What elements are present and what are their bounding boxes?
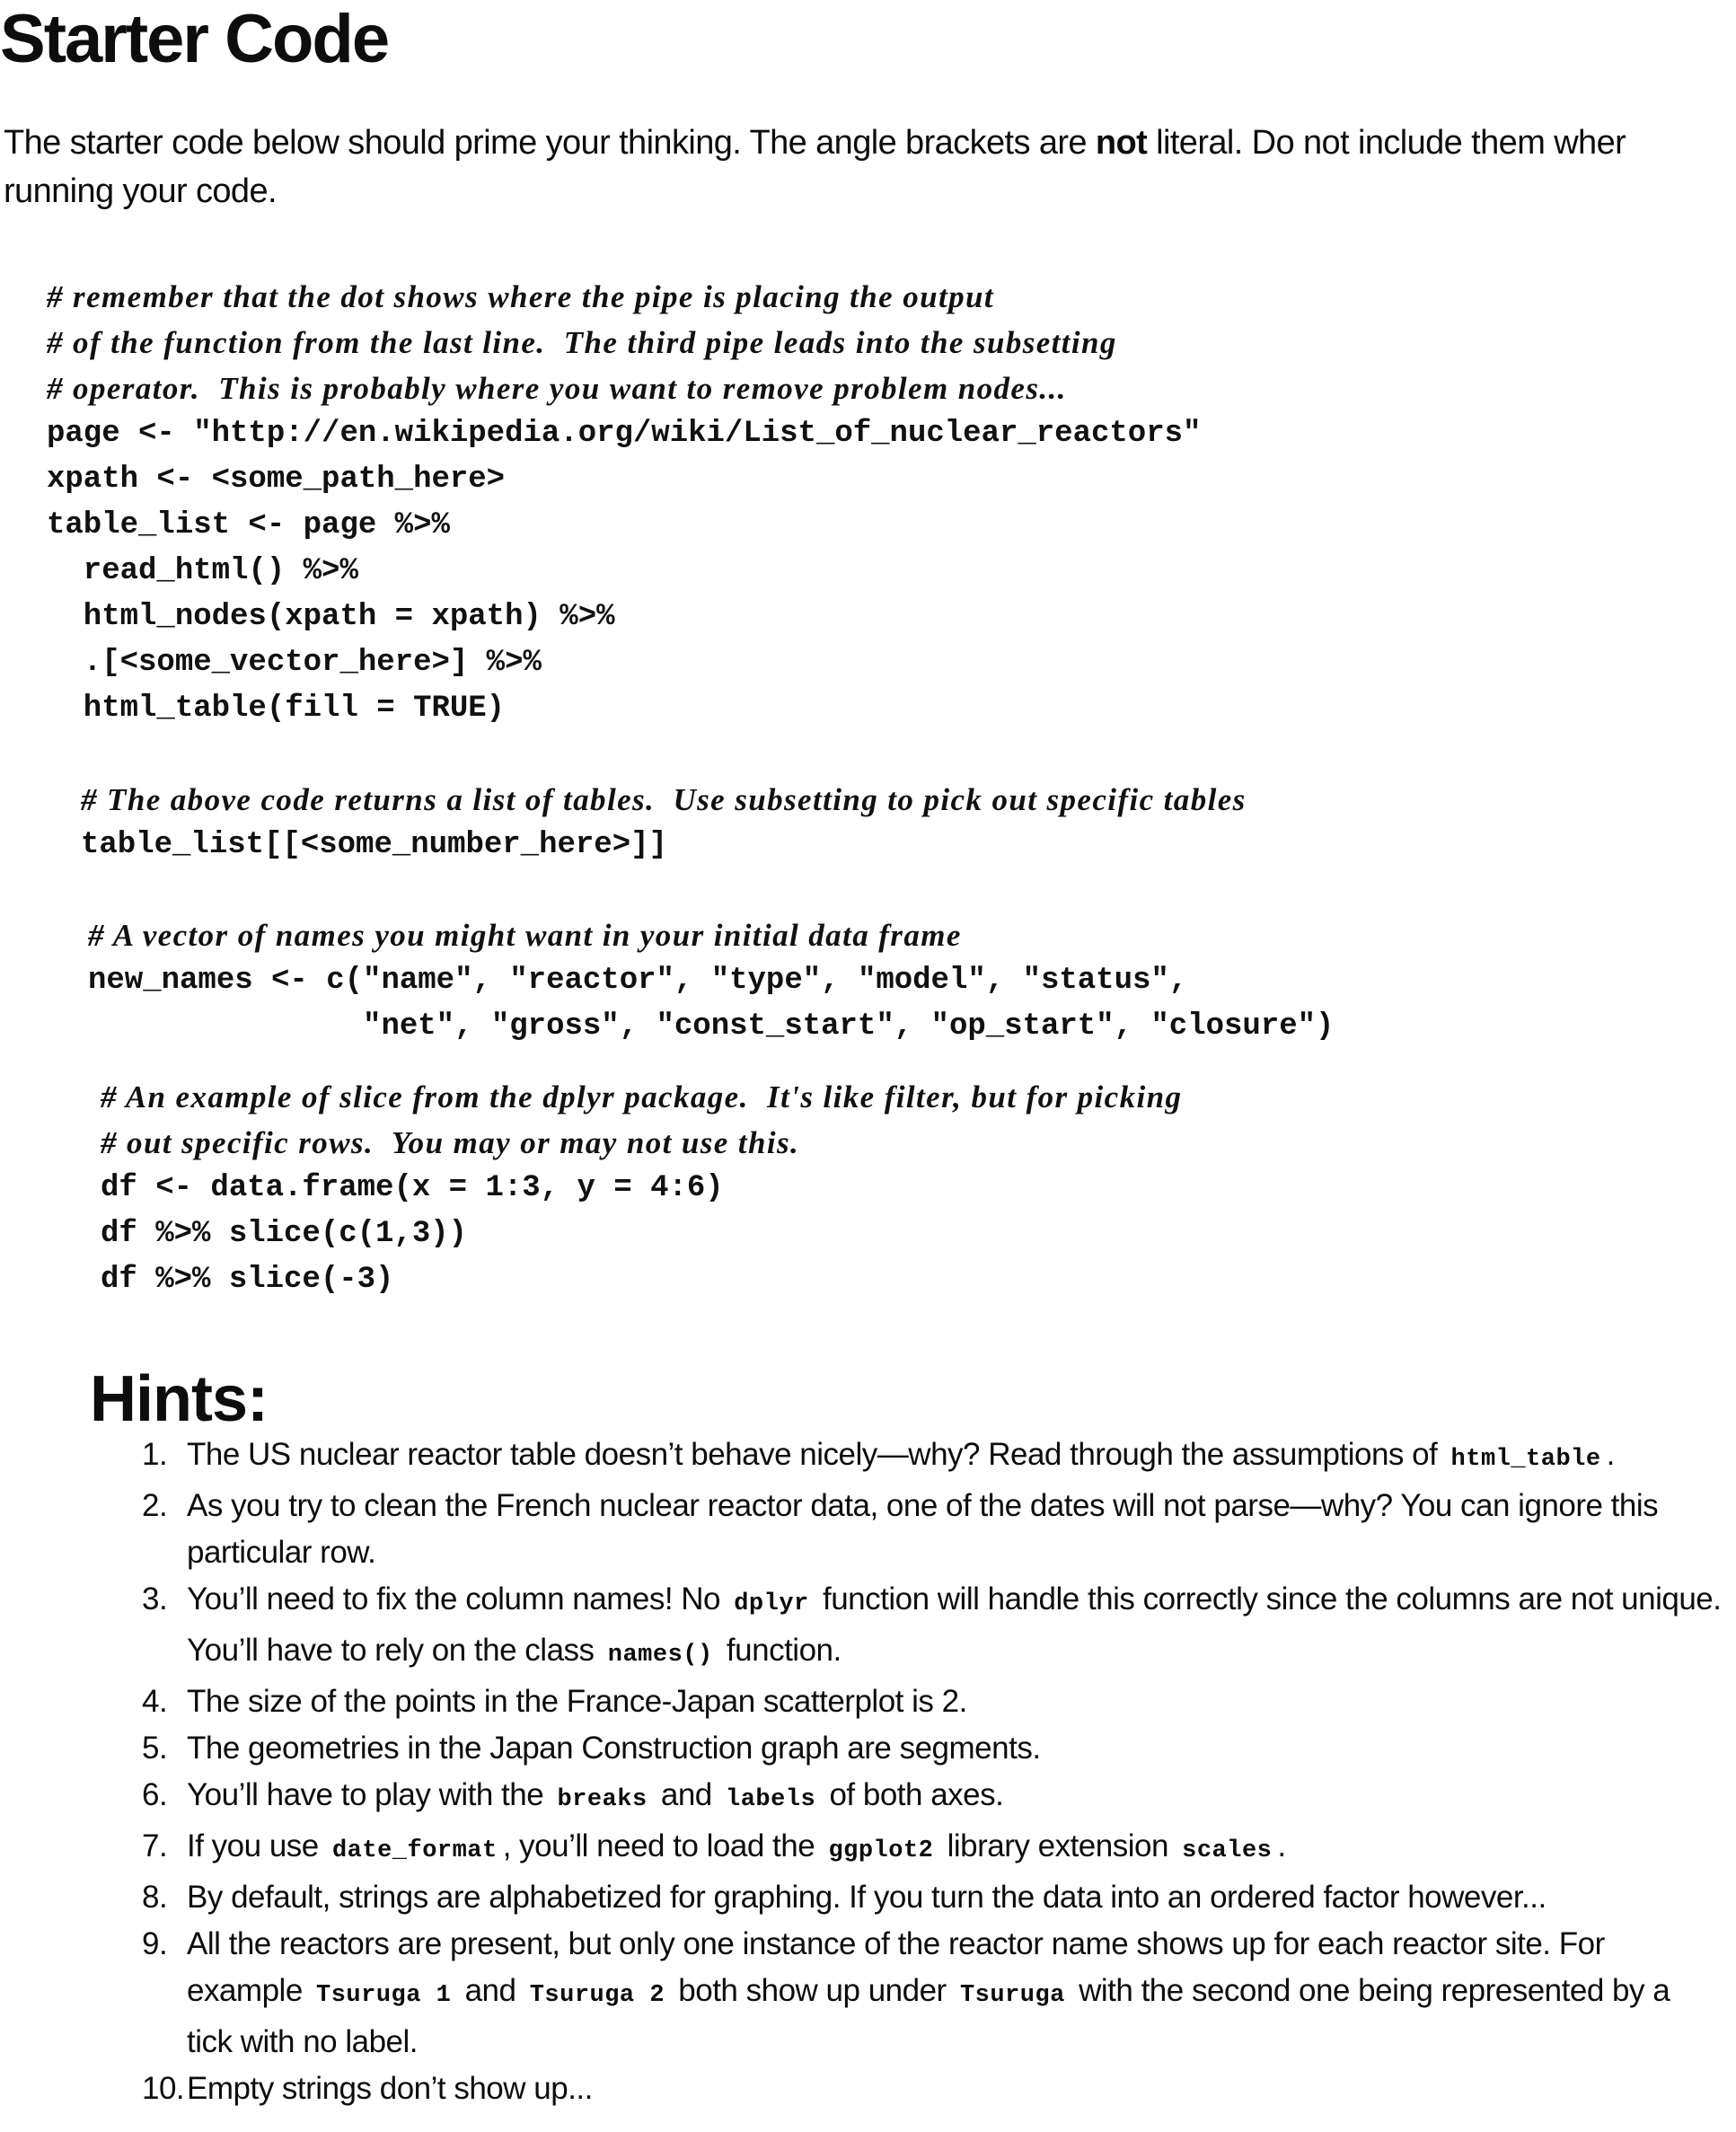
- hint-text: If you use: [187, 1828, 327, 1863]
- hints-list: [142, 1432, 1723, 2112]
- hint-text: The size of the points in the France-Japan scatterplot is 2.: [187, 1684, 967, 1719]
- hint-text: and: [652, 1777, 721, 1812]
- hint-text: function.: [718, 1633, 842, 1668]
- code-line: new_names <- c("name", "reactor", "type", "model", "status",: [88, 964, 1188, 998]
- hint-text: By default, strings are alphabetized for graphing. If you turn the data into an ordered factor however...: [187, 1880, 1547, 1915]
- code-block-scrape: [47, 274, 1201, 732]
- intro-text: The starter code below should prime your thinking. The angle brackets are: [4, 124, 1096, 162]
- hint-text: with the second one being represented by a tick with no label.: [187, 1973, 1670, 2059]
- code-line: table_list[[<some_number_here>]]: [81, 828, 667, 862]
- hint-code: html_table: [1450, 1446, 1601, 1473]
- code-line: .[<some_vector_here>] %>%: [47, 646, 542, 680]
- code-comment-line: # A vector of names you might want in your initial data frame: [88, 918, 962, 953]
- code-line: df %>% slice(c(1,3)): [101, 1217, 468, 1251]
- hint-code: date_format: [331, 1837, 498, 1864]
- code-line: df <- data.frame(x = 1:3, y = 4:6): [101, 1171, 724, 1205]
- hint-code: breaks: [557, 1786, 648, 1813]
- hint-number: 7.: [142, 1828, 168, 1863]
- code-comment-line: # The above code returns a list of tables. Use subsetting to pick out specific tables: [81, 782, 1247, 817]
- hint-text: .: [1606, 1437, 1615, 1472]
- hint-number: 5.: [142, 1731, 168, 1766]
- hint-code: ggplot2: [828, 1837, 934, 1864]
- hint-item: [142, 1576, 1723, 1678]
- hint-text: , you’ll need to load the: [502, 1828, 824, 1863]
- code-block-names: [88, 912, 1334, 1050]
- code-line: df %>% slice(-3): [101, 1263, 394, 1297]
- hint-number: 3.: [142, 1581, 168, 1617]
- hint-item: [142, 1823, 1723, 1874]
- hint-item: [142, 1921, 1723, 2066]
- hint-number: 1.: [142, 1437, 168, 1472]
- code-line: "net", "gross", "const_start", "op_start", "closure"): [88, 1009, 1335, 1044]
- intro-paragraph: [4, 119, 1736, 216]
- intro-emphasis: not: [1095, 124, 1148, 162]
- page-title: Starter Code: [0, 1, 389, 77]
- hint-item: [142, 1432, 1723, 1483]
- code-block-subset: [81, 777, 1247, 868]
- hint-number: 9.: [142, 1926, 168, 1961]
- hint-code: scales: [1182, 1837, 1273, 1864]
- code-comment-line: # of the function from the last line. The third pipe leads into the subsetting: [47, 325, 1117, 360]
- hint-item: [142, 1725, 1723, 1772]
- hint-code: Tsuruga 2: [529, 1982, 665, 2009]
- hint-number: 6.: [142, 1777, 168, 1812]
- code-line: xpath <- <some_path_here>: [47, 463, 506, 497]
- hint-text: Empty strings don’t show up...: [187, 2071, 593, 2106]
- hint-item: [142, 1483, 1723, 1576]
- code-comment-line: # remember that the dot shows where the pipe is placing the output: [47, 279, 994, 314]
- hint-text: .: [1277, 1828, 1286, 1863]
- hint-text: function will handle this correctly since the columns are not unique. You’ll have to rely on the class: [187, 1581, 1722, 1668]
- code-comment-line: # out specific rows. You may or may not use this.: [101, 1125, 800, 1160]
- hint-code: dplyr: [734, 1590, 809, 1617]
- code-line: html_table(fill = TRUE): [47, 692, 506, 726]
- intro-text: literal. Do not include them wher: [1147, 124, 1626, 162]
- hint-item: [142, 1678, 1723, 1725]
- hint-item: [142, 1874, 1723, 1921]
- hints-heading: Hints:: [90, 1363, 268, 1435]
- hint-text: library extension: [938, 1828, 1177, 1863]
- code-line: html_nodes(xpath = xpath) %>%: [47, 600, 615, 634]
- hint-text: All the reactors are present, but only one instance of the reactor name shows up for each reactor site. For example: [187, 1926, 1605, 2008]
- hint-text: and: [456, 1973, 524, 2008]
- code-line: table_list <- page %>%: [47, 508, 450, 542]
- hint-text: both show up under: [670, 1973, 955, 2008]
- code-block-slice: [101, 1074, 1182, 1303]
- hint-text: of both axes.: [821, 1777, 1004, 1812]
- code-line: read_html() %>%: [47, 554, 358, 588]
- hint-item: [142, 1772, 1723, 1823]
- hint-number: 8.: [142, 1880, 168, 1915]
- hint-code: labels: [726, 1786, 816, 1813]
- intro-line-1: [4, 119, 1736, 167]
- hint-text: The geometries in the Japan Construction graph are segments.: [187, 1731, 1041, 1766]
- hint-code: Tsuruga: [959, 1982, 1065, 2009]
- hint-code: Tsuruga 1: [316, 1982, 452, 2009]
- code-comment-line: # operator. This is probably where you want to remove problem nodes...: [47, 371, 1067, 406]
- code-comment-line: # An example of slice from the dplyr package. It's like filter, but for picking: [101, 1079, 1183, 1114]
- hint-code: names(): [607, 1642, 713, 1669]
- hint-item: [142, 2066, 1723, 2112]
- hint-number: 4.: [142, 1684, 168, 1719]
- intro-line-2: running your code.: [4, 172, 277, 210]
- hint-text: You’ll need to fix the column names! No: [187, 1581, 729, 1617]
- hint-text: The US nuclear reactor table doesn’t behave nicely—why? Read through the assumptions of: [187, 1437, 1446, 1472]
- hint-number: 2.: [142, 1488, 168, 1523]
- hint-text: You’ll have to play with the: [187, 1777, 552, 1812]
- hint-number: 10.: [142, 2071, 185, 2106]
- hint-text: As you try to clean the French nuclear reactor data, one of the dates will not parse—why? You can ignore this particular row.: [187, 1488, 1659, 1570]
- code-line: page <- "http://en.wikipedia.org/wiki/List_of_nuclear_reactors": [47, 417, 1202, 451]
